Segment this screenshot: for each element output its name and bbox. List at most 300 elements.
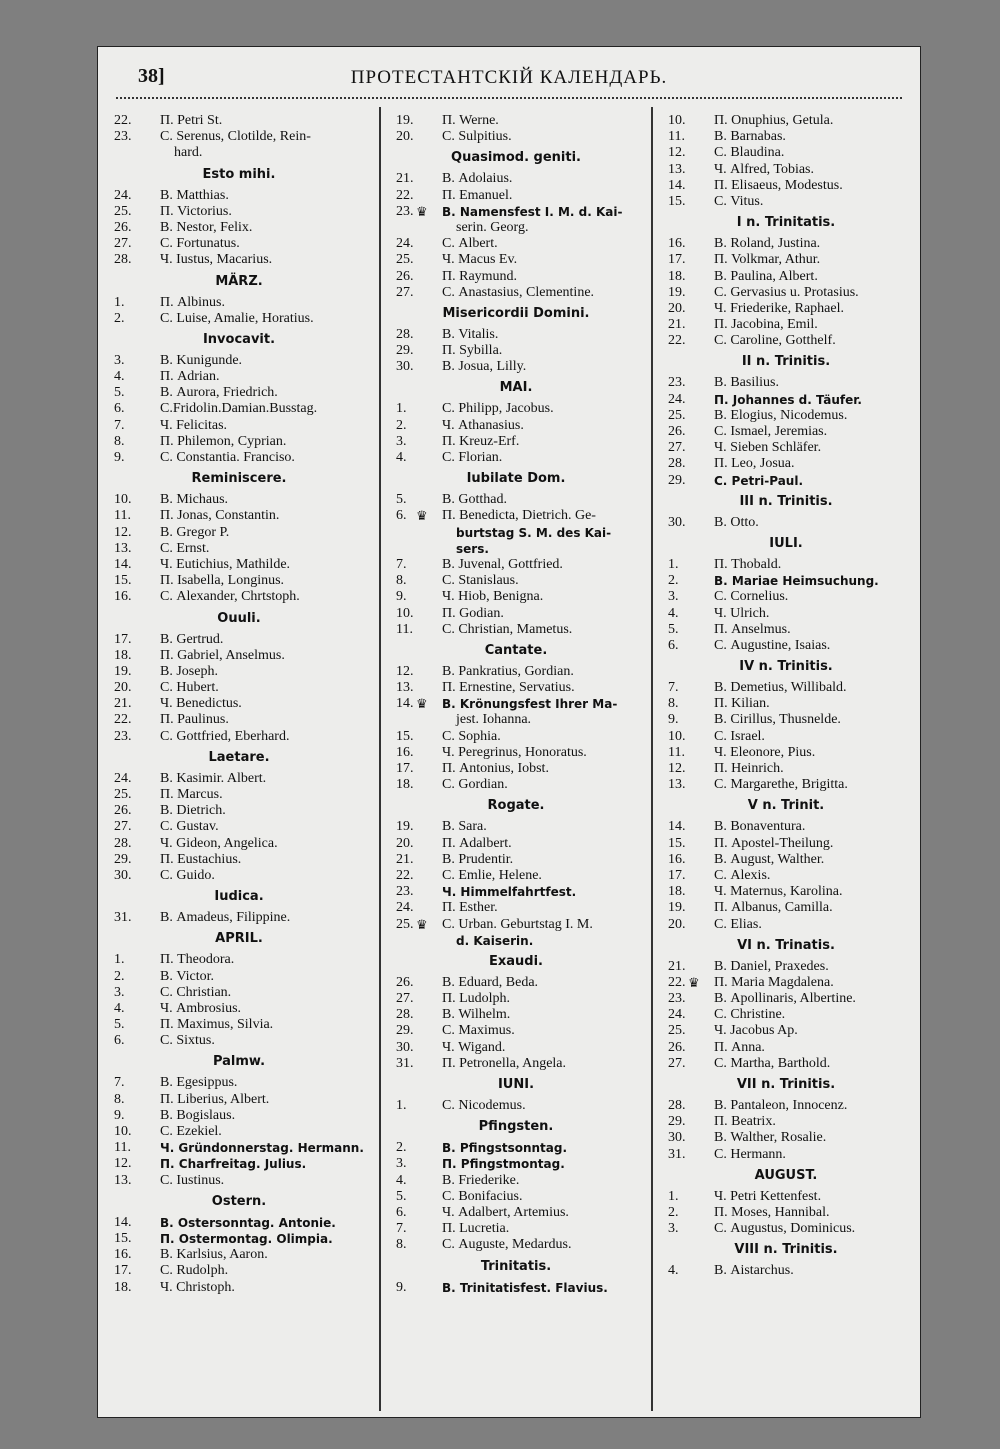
day-number: 23. <box>668 375 686 391</box>
day-names: С. Elias. <box>714 916 762 932</box>
calendar-entry <box>654 285 918 301</box>
calendar-entry <box>100 573 378 589</box>
day-names: В. Trinitatisfest. Flavius. <box>442 1280 608 1295</box>
day-names: П. Jacobina, Emil. <box>714 317 818 333</box>
calendar-entry <box>100 836 378 852</box>
day-names: Ч. Wigand. <box>442 1039 506 1055</box>
calendar-entry <box>100 401 378 417</box>
day-names: С. Rudolph. <box>160 1263 229 1279</box>
day-number: 27. <box>396 284 414 300</box>
section-heading: Pfingsten. <box>478 1119 554 1135</box>
calendar-entry <box>100 295 378 311</box>
calendar-entry <box>100 434 378 450</box>
day-names: С. Margarethe, Brigitta. <box>714 777 848 793</box>
calendar-entry <box>100 1263 378 1279</box>
day-number: 4. <box>668 605 679 621</box>
day-names: С. Bonifacius. <box>442 1188 523 1204</box>
day-number: 19. <box>114 663 132 679</box>
day-names: Ч. Christoph. <box>160 1279 235 1295</box>
section-heading: III n. Trinitis. <box>739 493 833 509</box>
calendar-entry <box>382 418 650 434</box>
day-names: В. Basilius. <box>714 375 779 391</box>
day-number: 15. <box>668 193 686 209</box>
calendar-entry <box>654 1007 918 1023</box>
section-heading: Invocavit. <box>202 331 276 347</box>
day-names: sers. <box>456 541 489 556</box>
day-number: 7. <box>668 680 679 696</box>
day-number: 4. <box>668 1263 679 1279</box>
calendar-entry <box>100 589 378 605</box>
calendar-entry <box>382 171 650 187</box>
calendar-entry <box>100 1075 378 1091</box>
calendar-entry <box>382 401 650 417</box>
calendar-entry <box>654 178 918 194</box>
calendar-entry <box>654 473 918 489</box>
day-names: П. Petri St. <box>160 113 223 128</box>
day-number: 13. <box>396 680 414 696</box>
day-number: 22. <box>668 333 686 349</box>
calendar-entry <box>100 680 378 696</box>
calendar-entry <box>100 188 378 204</box>
day-number: 19. <box>396 819 414 835</box>
calendar-entry <box>654 777 918 793</box>
section-heading: Esto mihi. <box>202 166 276 182</box>
day-names: П. Onuphius, Getula. <box>714 113 834 128</box>
day-names: П. Volkmar, Athur. <box>714 252 821 268</box>
day-number: 22. <box>396 867 414 883</box>
day-number: 16. <box>668 236 686 252</box>
day-number: 30. <box>396 359 414 375</box>
day-number: 29. <box>396 1023 414 1039</box>
day-number: 5. <box>668 621 679 637</box>
day-number: 10. <box>114 1124 132 1139</box>
day-number: 22. <box>668 974 686 990</box>
calendar-entry <box>100 648 378 664</box>
calendar-entry <box>382 745 650 761</box>
day-names: П. Albanus, Camilla. <box>714 900 833 916</box>
day-names: В. Sara. <box>442 819 487 835</box>
day-number: 26. <box>396 974 414 990</box>
day-number: 31. <box>668 1146 686 1162</box>
day-names: П. Ludolph. <box>442 991 511 1007</box>
day-number: 7. <box>114 1075 125 1091</box>
section-heading: Cantate. <box>484 642 548 658</box>
section-heading: MÄRZ. <box>215 273 263 289</box>
calendar-entry <box>654 424 918 440</box>
calendar-entry <box>654 1205 918 1221</box>
calendar-entry <box>654 819 918 835</box>
day-number: 30. <box>114 867 132 883</box>
calendar-entry <box>100 145 378 161</box>
calendar-entry <box>100 696 378 712</box>
day-names: Ч. Benedictus. <box>160 696 242 712</box>
calendar-entry <box>654 1056 918 1072</box>
section-heading: MAI. <box>499 380 533 396</box>
day-number: 17. <box>114 631 132 647</box>
section-heading: VII n. Trinitis. <box>736 1077 836 1092</box>
day-number: 21. <box>114 696 132 712</box>
day-names: В. Karlsius, Aaron. <box>160 1247 268 1263</box>
day-names: С. Anastasius, Clementine. <box>442 284 595 300</box>
calendar-entry <box>654 991 918 1007</box>
calendar-entry <box>382 1237 650 1253</box>
day-number: 6. <box>114 401 125 417</box>
day-names: d. Kaiserin. <box>456 933 534 948</box>
calendar-entry <box>654 852 918 868</box>
day-names: С. Auguste, Medardus. <box>442 1237 572 1253</box>
day-names: П. Victorius. <box>160 203 232 219</box>
calendar-entry <box>382 359 650 375</box>
day-number: 2. <box>668 573 679 589</box>
day-names: Ч. Felicitas. <box>160 417 228 433</box>
day-names: С. Philipp, Jacobus. <box>442 401 554 417</box>
day-number: 15. <box>668 835 686 851</box>
calendar-entry <box>382 589 650 605</box>
calendar-entry <box>654 440 918 456</box>
calendar-entry <box>100 557 378 573</box>
calendar-entry <box>654 1098 918 1114</box>
day-number: 16. <box>114 1247 132 1263</box>
calendar-entry <box>100 353 378 369</box>
calendar-entry <box>382 1280 650 1296</box>
day-names: В. Roland, Justina. <box>714 236 821 252</box>
day-names: В. Bogislaus. <box>160 1107 236 1123</box>
calendar-column-3 <box>654 113 918 1409</box>
calendar-entry <box>654 959 918 975</box>
day-names: С. Christine. <box>714 1007 786 1023</box>
day-number: 3. <box>114 352 125 368</box>
day-number: 23. <box>396 203 414 219</box>
day-names: П. Gabriel, Anselmus. <box>160 647 285 663</box>
day-names: С. Hubert. <box>160 680 219 696</box>
day-names: В. Prudentir. <box>442 851 514 867</box>
day-names: В. Bonaventura. <box>714 819 806 835</box>
day-number: 13. <box>668 777 686 793</box>
day-number: 11. <box>114 1140 131 1156</box>
day-names: П. Raymund. <box>442 268 518 284</box>
day-number: 29. <box>668 472 686 488</box>
calendar-entry <box>382 729 650 745</box>
calendar-entry <box>382 129 650 145</box>
day-names: В. Vitalis. <box>442 326 499 342</box>
calendar-entry <box>382 664 650 680</box>
day-number: 28. <box>114 252 132 268</box>
section-heading: Reminiscere. <box>191 471 287 487</box>
calendar-entry <box>654 145 918 161</box>
day-names: Ч. Eutichius, Mathilde. <box>160 556 291 572</box>
day-number: 6. <box>396 508 407 524</box>
day-names: В. Aurora, Friedrich. <box>160 385 278 401</box>
day-names: П. Moses, Hannibal. <box>714 1204 830 1220</box>
calendar-entry <box>654 162 918 178</box>
day-names: Ч. Maternus, Karolina. <box>714 884 843 900</box>
section-heading: Iubilate Dom. <box>466 471 566 487</box>
day-names: В. Juvenal, Gottfried. <box>442 556 563 572</box>
day-number: 14. <box>668 177 686 193</box>
day-names: П. Heinrich. <box>714 761 784 776</box>
day-number: 21. <box>668 958 686 974</box>
section-heading: APRIL. <box>215 931 263 947</box>
day-names: Ч. Athanasius. <box>442 417 524 433</box>
calendar-entry <box>654 761 918 777</box>
day-number: 8. <box>668 696 679 712</box>
day-names: Ч. Petri Kettenfest. <box>714 1188 822 1204</box>
calendar-entry <box>100 1033 378 1049</box>
calendar-entry <box>100 311 378 327</box>
day-names: П. Esther. <box>442 900 498 916</box>
day-names: П. Antonius, Iobst. <box>442 761 549 776</box>
calendar-entry <box>382 252 650 268</box>
calendar-entry <box>382 508 650 524</box>
day-names: П. Werne. <box>442 113 499 128</box>
day-number: 19. <box>396 113 414 128</box>
day-names: П. Albinus. <box>160 294 225 310</box>
day-names: В. Krönungsfest Ihrer Ma- <box>442 697 618 712</box>
day-number: 24. <box>114 187 132 203</box>
day-number: 3. <box>114 984 125 1000</box>
calendar-entry <box>382 204 650 220</box>
day-number: 13. <box>668 161 686 177</box>
day-names: П. Anselmus. <box>714 621 791 637</box>
section-heading: Quasimod. geniti. <box>451 150 581 166</box>
section-heading: I n. Trinitatis. <box>736 215 836 231</box>
day-number: 10. <box>668 728 686 744</box>
day-names: С. Petri-Paul. <box>714 473 804 488</box>
day-names: П. Godian. <box>442 605 504 621</box>
day-names: С. Gustav. <box>160 819 219 835</box>
crown-icon: ♛ <box>416 203 428 219</box>
day-names: С. Augustus, Dominicus. <box>714 1221 856 1237</box>
calendar-entry <box>654 745 918 761</box>
day-names: В. Michaus. <box>160 492 229 508</box>
section-heading: VI n. Trinatis. <box>737 937 835 953</box>
calendar-entry <box>382 236 650 252</box>
day-names: П. Apostel-Theilung. <box>714 835 834 851</box>
day-number: 11. <box>114 508 131 524</box>
day-names: С. Guido. <box>160 867 215 883</box>
calendar-entry <box>100 129 378 145</box>
calendar-entry <box>654 252 918 268</box>
day-number: 22. <box>114 712 132 728</box>
calendar-entry <box>654 638 918 654</box>
calendar-entry <box>382 220 650 236</box>
day-names: С. Gordian. <box>442 777 508 793</box>
day-number: 25. <box>668 407 686 423</box>
day-number: 8. <box>396 1237 407 1253</box>
day-names: С. Alexis. <box>714 867 771 883</box>
calendar-entry <box>100 664 378 680</box>
crown-icon: ♛ <box>416 696 428 712</box>
day-names: П. Theodora. <box>160 952 235 968</box>
day-names: П. Elisaeus, Modestus. <box>714 177 843 193</box>
day-names: С. Hermann. <box>714 1146 786 1162</box>
day-number: 24. <box>396 900 414 916</box>
calendar-entry <box>100 1001 378 1017</box>
day-number: 15. <box>114 1230 132 1246</box>
day-names: В. Aistarchus. <box>714 1263 794 1279</box>
day-number: 25. <box>114 787 132 802</box>
day-number: 28. <box>668 456 686 472</box>
calendar-entry <box>654 269 918 285</box>
day-names: burtstag S. M. des Kai- <box>456 525 612 540</box>
day-names: С. Christian, Mametus. <box>442 621 573 637</box>
day-names: С. Alexander, Chrtstoph. <box>160 589 300 605</box>
day-number: 28. <box>396 1007 414 1023</box>
day-names: В. Elogius, Nicodemus. <box>714 407 848 423</box>
calendar-entry <box>382 777 650 793</box>
calendar-entry <box>100 819 378 835</box>
calendar-entry <box>654 301 918 317</box>
column-divider <box>379 107 381 1411</box>
day-number: 23. <box>114 728 132 744</box>
calendar-entry <box>654 1130 918 1146</box>
calendar-entry <box>100 1215 378 1231</box>
calendar-entry <box>382 573 650 589</box>
day-names: В. Gotthad. <box>442 492 507 508</box>
column-divider <box>651 107 653 1411</box>
day-number: 15. <box>396 728 414 744</box>
day-number: 25. <box>114 203 132 219</box>
day-names: В. Gertrud. <box>160 631 224 647</box>
day-names: В. Daniel, Praxedes. <box>714 958 829 974</box>
calendar-entry <box>100 1140 378 1156</box>
day-names: П. Eustachius. <box>160 851 242 867</box>
calendar-entry <box>654 1147 918 1163</box>
day-names: В. Friederike. <box>442 1172 520 1188</box>
day-names: П. Ostermontag. Olimpia. <box>160 1231 333 1246</box>
calendar-entry <box>382 933 650 949</box>
day-names: В. Namensfest I. M. d. Kai- <box>442 204 623 219</box>
day-number: 1. <box>114 294 125 310</box>
day-number: 12. <box>114 1156 132 1172</box>
calendar-entry <box>654 1114 918 1130</box>
calendar-entry <box>382 557 650 573</box>
calendar-entry <box>654 622 918 638</box>
day-names: В. Josua, Lilly. <box>442 359 527 375</box>
calendar-entry <box>382 975 650 991</box>
calendar-entry <box>382 991 650 1007</box>
section-heading: AUGUST. <box>754 1167 818 1183</box>
calendar-entry <box>100 204 378 220</box>
day-names: П. Maximus, Silvia. <box>160 1017 274 1033</box>
day-names: С. Martha, Barthold. <box>714 1055 831 1071</box>
day-names: В. Ostersonntag. Antonie. <box>160 1215 336 1230</box>
calendar-entry <box>382 1040 650 1056</box>
day-names: jest. Iohanna. <box>456 712 532 728</box>
day-names: П. Maria Magdalena. <box>714 974 834 990</box>
calendar-entry <box>100 1280 378 1296</box>
calendar-entry <box>100 369 378 385</box>
day-names: В. Eduard, Beda. <box>442 974 539 990</box>
day-names: В. Amadeus, Filippine. <box>160 910 291 926</box>
section-heading: Rogate. <box>487 798 545 814</box>
section-heading: Misericordii Domini. <box>442 305 590 321</box>
day-names: П. Paulinus. <box>160 712 229 728</box>
calendar-column-1 <box>100 113 378 1409</box>
calendar-entry <box>654 236 918 252</box>
day-number: 21. <box>668 317 686 333</box>
calendar-entry <box>100 729 378 745</box>
day-names: С. Gottfried, Eberhard. <box>160 728 290 744</box>
day-names: С. Ernst. <box>160 540 210 556</box>
day-names: В. Apollinaris, Albertine. <box>714 991 856 1007</box>
day-number: 29. <box>114 851 132 867</box>
calendar-entry <box>654 194 918 210</box>
day-number: 12. <box>668 761 686 776</box>
calendar-entry <box>100 803 378 819</box>
section-heading: IUNI. <box>497 1077 535 1092</box>
day-number: 3. <box>396 433 407 449</box>
day-number: 2. <box>668 1204 679 1220</box>
day-number: 26. <box>668 424 686 439</box>
day-number: 16. <box>396 744 414 760</box>
day-number: 6. <box>668 637 679 653</box>
calendar-entry <box>654 408 918 424</box>
day-number: 21. <box>396 171 414 187</box>
day-names: П. Adrian. <box>160 369 220 385</box>
calendar-entry <box>654 557 918 573</box>
day-number: 20. <box>668 300 686 316</box>
calendar-entry <box>100 952 378 968</box>
day-number: 27. <box>668 440 686 456</box>
day-names: П. Thobald. <box>714 556 782 572</box>
day-number: 2. <box>396 417 407 433</box>
day-names: П. Ernestine, Servatius. <box>442 680 575 696</box>
day-names: Ч. Jacobus Ap. <box>714 1023 798 1039</box>
day-names: П. Sybilla. <box>442 343 503 359</box>
calendar-entry <box>382 852 650 868</box>
day-number: 23. <box>396 884 414 900</box>
day-names: С. Florian. <box>442 450 503 465</box>
day-names: Ч. Hiob, Benigna. <box>442 589 544 605</box>
day-number: 30. <box>668 1130 686 1146</box>
day-number: 4. <box>114 369 125 385</box>
calendar-entry <box>100 712 378 728</box>
calendar-entry <box>382 1098 650 1114</box>
day-names: П. Kreuz-Erf. <box>442 433 520 449</box>
page-header <box>98 65 920 95</box>
day-number: 26. <box>114 803 132 819</box>
day-number: 11. <box>668 129 685 145</box>
calendar-entry <box>654 712 918 728</box>
day-number: 26. <box>668 1039 686 1055</box>
day-names: Ч. Gründonnerstag. Hermann. <box>160 1141 364 1156</box>
calendar-entry <box>100 450 378 466</box>
day-number: 26. <box>396 268 414 284</box>
calendar-entry <box>100 787 378 803</box>
day-names: П. Johannes d. Täufer. <box>714 392 862 407</box>
day-number: 1. <box>668 556 679 572</box>
day-number: 9. <box>396 1279 407 1295</box>
section-heading: Ouuli. <box>217 610 261 626</box>
day-number: 17. <box>668 252 686 268</box>
section-heading: Trinitatis. <box>480 1258 552 1274</box>
day-names: В. Pankratius, Gordian. <box>442 663 574 679</box>
calendar-entry <box>382 269 650 285</box>
calendar-entry <box>382 1189 650 1205</box>
section-heading: Exaudi. <box>489 953 543 969</box>
section-heading: VIII n. Trinitis. <box>734 1242 838 1258</box>
day-number: 17. <box>668 867 686 883</box>
day-names: С. Constantia. Franciso. <box>160 450 295 465</box>
calendar-entry <box>382 606 650 622</box>
day-number: 19. <box>668 900 686 916</box>
day-names: С. Maximus. <box>442 1023 515 1039</box>
day-number: 7. <box>396 1221 407 1237</box>
day-number: 25. <box>396 252 414 268</box>
calendar-entry <box>382 1140 650 1156</box>
day-number: 7. <box>114 417 125 433</box>
